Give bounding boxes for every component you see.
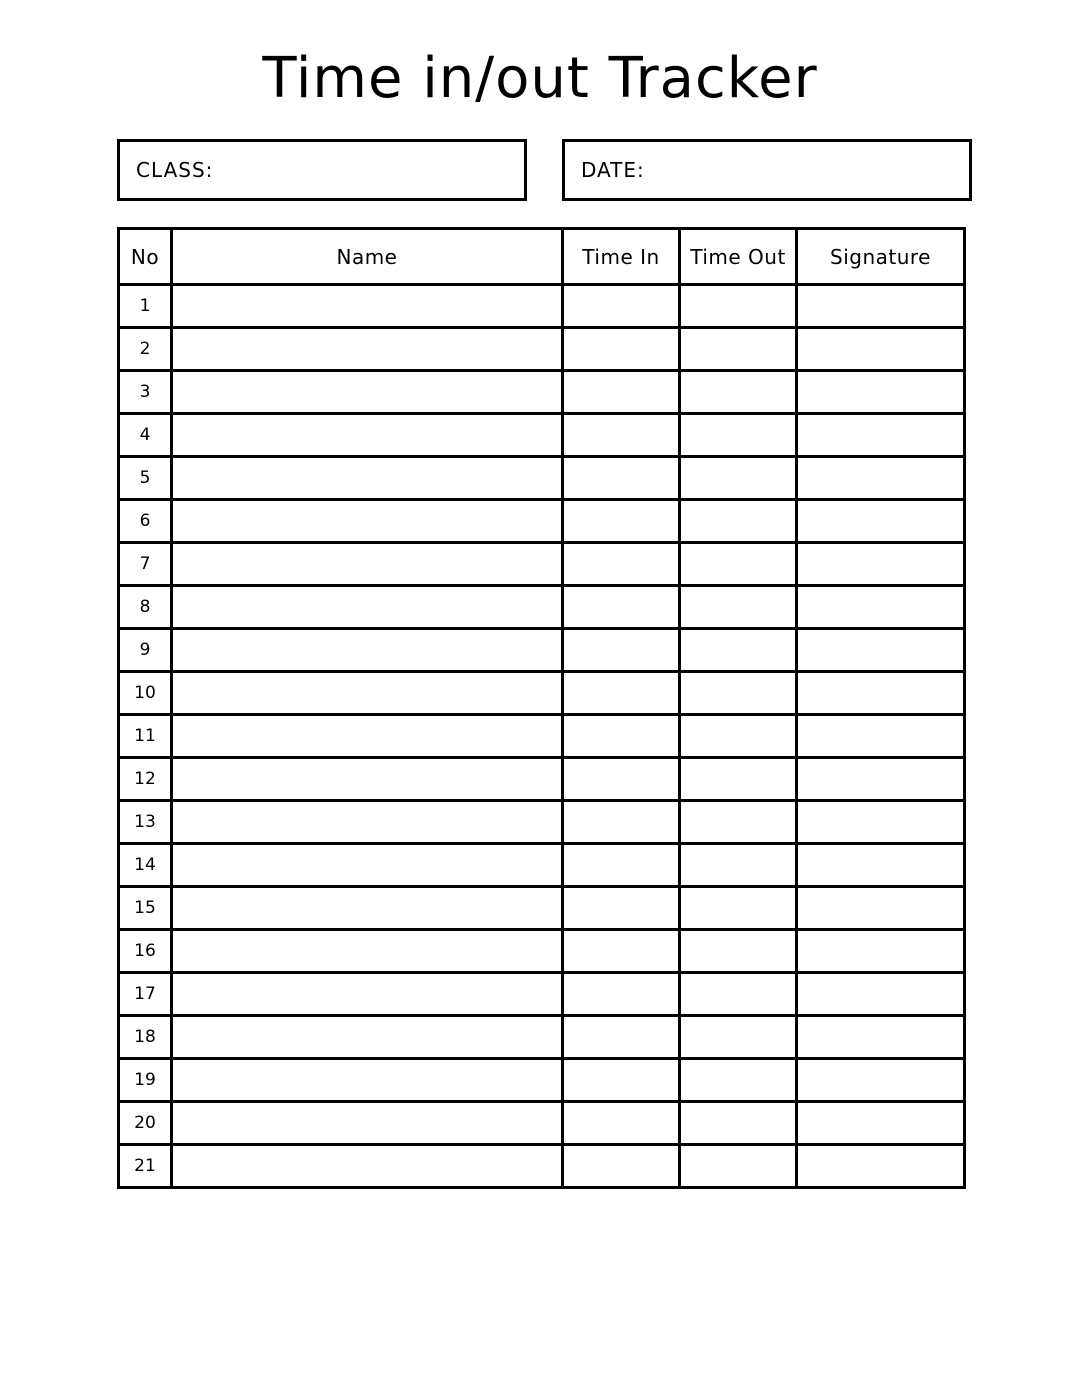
- row-number: 5: [119, 457, 172, 500]
- table-row: [119, 543, 965, 586]
- time-out-cell[interactable]: [680, 715, 797, 758]
- time-out-cell[interactable]: [680, 1059, 797, 1102]
- signature-cell[interactable]: [797, 586, 965, 629]
- time-in-cell[interactable]: [563, 715, 680, 758]
- row-number: 13: [119, 801, 172, 844]
- header-name: Name: [172, 229, 563, 285]
- header-time-in: Time In: [563, 229, 680, 285]
- name-cell[interactable]: [172, 629, 563, 672]
- signature-cell[interactable]: [797, 457, 965, 500]
- signature-cell[interactable]: [797, 1059, 965, 1102]
- time-in-cell[interactable]: [563, 1016, 680, 1059]
- table-row: [119, 1016, 965, 1059]
- signature-cell[interactable]: [797, 629, 965, 672]
- table-row: [119, 629, 965, 672]
- time-out-cell[interactable]: [680, 672, 797, 715]
- name-cell[interactable]: [172, 1016, 563, 1059]
- time-out-cell[interactable]: [680, 586, 797, 629]
- time-out-cell[interactable]: [680, 844, 797, 887]
- time-in-cell[interactable]: [563, 1145, 680, 1188]
- tracker-table: [117, 227, 966, 1189]
- time-out-cell[interactable]: [680, 328, 797, 371]
- signature-cell[interactable]: [797, 801, 965, 844]
- header-no: No: [119, 229, 172, 285]
- table-row: [119, 844, 965, 887]
- name-cell[interactable]: [172, 844, 563, 887]
- name-cell[interactable]: [172, 715, 563, 758]
- table-row: [119, 672, 965, 715]
- signature-cell[interactable]: [797, 414, 965, 457]
- signature-cell[interactable]: [797, 715, 965, 758]
- name-cell[interactable]: [172, 457, 563, 500]
- signature-cell[interactable]: [797, 758, 965, 801]
- time-out-cell[interactable]: [680, 543, 797, 586]
- name-cell[interactable]: [172, 887, 563, 930]
- time-in-cell[interactable]: [563, 887, 680, 930]
- time-out-cell[interactable]: [680, 887, 797, 930]
- signature-cell[interactable]: [797, 500, 965, 543]
- name-cell[interactable]: [172, 758, 563, 801]
- time-out-cell[interactable]: [680, 371, 797, 414]
- time-in-cell[interactable]: [563, 414, 680, 457]
- signature-cell[interactable]: [797, 930, 965, 973]
- row-number: 12: [119, 758, 172, 801]
- table-row: [119, 715, 965, 758]
- name-cell[interactable]: [172, 285, 563, 328]
- row-number: 18: [119, 1016, 172, 1059]
- name-cell[interactable]: [172, 1059, 563, 1102]
- row-number: 19: [119, 1059, 172, 1102]
- time-out-cell[interactable]: [680, 801, 797, 844]
- name-cell[interactable]: [172, 328, 563, 371]
- signature-cell[interactable]: [797, 1102, 965, 1145]
- time-out-cell[interactable]: [680, 500, 797, 543]
- signature-cell[interactable]: [797, 328, 965, 371]
- row-number: 2: [119, 328, 172, 371]
- table-row: [119, 285, 965, 328]
- time-in-cell[interactable]: [563, 500, 680, 543]
- time-out-cell[interactable]: [680, 1016, 797, 1059]
- row-number: 17: [119, 973, 172, 1016]
- row-number: 8: [119, 586, 172, 629]
- date-label: DATE:: [581, 158, 645, 182]
- time-in-cell[interactable]: [563, 586, 680, 629]
- row-number: 11: [119, 715, 172, 758]
- time-out-cell[interactable]: [680, 758, 797, 801]
- time-out-cell[interactable]: [680, 1145, 797, 1188]
- table-row: [119, 414, 965, 457]
- row-number: 4: [119, 414, 172, 457]
- name-cell[interactable]: [172, 500, 563, 543]
- time-out-cell[interactable]: [680, 629, 797, 672]
- date-field[interactable]: [562, 139, 972, 201]
- header-row: [119, 229, 965, 285]
- signature-cell[interactable]: [797, 887, 965, 930]
- name-cell[interactable]: [172, 1145, 563, 1188]
- name-cell[interactable]: [172, 543, 563, 586]
- time-in-cell[interactable]: [563, 328, 680, 371]
- signature-cell[interactable]: [797, 1145, 965, 1188]
- name-cell[interactable]: [172, 973, 563, 1016]
- table-row: [119, 457, 965, 500]
- time-in-cell[interactable]: [563, 629, 680, 672]
- row-number: 21: [119, 1145, 172, 1188]
- table-row: [119, 930, 965, 973]
- signature-cell[interactable]: [797, 371, 965, 414]
- name-cell[interactable]: [172, 586, 563, 629]
- header-time-out: Time Out: [680, 229, 797, 285]
- row-number: 16: [119, 930, 172, 973]
- table-row: [119, 371, 965, 414]
- name-cell[interactable]: [172, 930, 563, 973]
- name-cell[interactable]: [172, 371, 563, 414]
- signature-cell[interactable]: [797, 543, 965, 586]
- row-number: 3: [119, 371, 172, 414]
- class-field[interactable]: [117, 139, 527, 201]
- row-number: 1: [119, 285, 172, 328]
- class-label: CLASS:: [136, 158, 214, 182]
- row-number: 20: [119, 1102, 172, 1145]
- table-row: [119, 500, 965, 543]
- row-number: 14: [119, 844, 172, 887]
- signature-cell[interactable]: [797, 672, 965, 715]
- time-in-cell[interactable]: [563, 1059, 680, 1102]
- time-in-cell[interactable]: [563, 973, 680, 1016]
- time-out-cell[interactable]: [680, 414, 797, 457]
- row-number: 15: [119, 887, 172, 930]
- time-in-cell[interactable]: [563, 1102, 680, 1145]
- table-row: [119, 1102, 965, 1145]
- signature-cell[interactable]: [797, 844, 965, 887]
- time-out-cell[interactable]: [680, 1102, 797, 1145]
- name-cell[interactable]: [172, 672, 563, 715]
- table-row: [119, 758, 965, 801]
- time-in-cell[interactable]: [563, 457, 680, 500]
- page-title: Time in/out Tracker: [262, 46, 818, 111]
- header-signature: Signature: [797, 229, 965, 285]
- time-in-cell[interactable]: [563, 758, 680, 801]
- row-number: 10: [119, 672, 172, 715]
- time-in-cell[interactable]: [563, 672, 680, 715]
- table-row: [119, 1145, 965, 1188]
- time-in-cell[interactable]: [563, 543, 680, 586]
- table-row: [119, 328, 965, 371]
- table-row: [119, 1059, 965, 1102]
- table-row: [119, 887, 965, 930]
- table-row: [119, 801, 965, 844]
- name-cell[interactable]: [172, 414, 563, 457]
- row-number: 7: [119, 543, 172, 586]
- time-in-cell[interactable]: [563, 371, 680, 414]
- table-row: [119, 586, 965, 629]
- table-row: [119, 973, 965, 1016]
- time-in-cell[interactable]: [563, 285, 680, 328]
- row-number: 9: [119, 629, 172, 672]
- time-out-cell[interactable]: [680, 930, 797, 973]
- name-cell[interactable]: [172, 801, 563, 844]
- signature-cell[interactable]: [797, 973, 965, 1016]
- row-number: 6: [119, 500, 172, 543]
- name-cell[interactable]: [172, 1102, 563, 1145]
- time-out-cell[interactable]: [680, 457, 797, 500]
- signature-cell[interactable]: [797, 285, 965, 328]
- time-out-cell[interactable]: [680, 285, 797, 328]
- time-out-cell[interactable]: [680, 973, 797, 1016]
- signature-cell[interactable]: [797, 1016, 965, 1059]
- time-in-cell[interactable]: [563, 844, 680, 887]
- time-in-cell[interactable]: [563, 801, 680, 844]
- time-in-cell[interactable]: [563, 930, 680, 973]
